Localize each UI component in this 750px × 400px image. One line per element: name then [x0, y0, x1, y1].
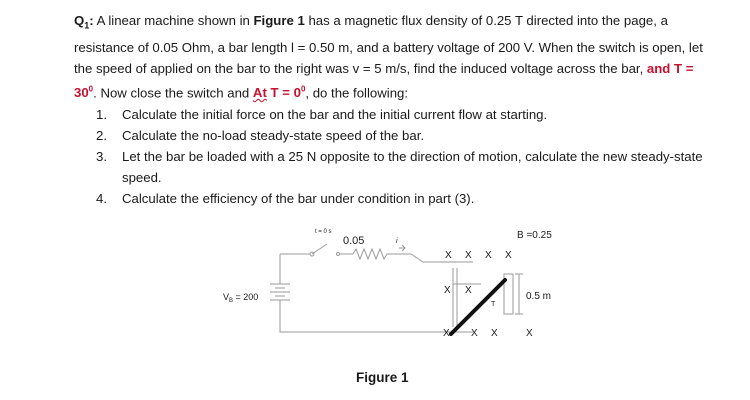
task-item: 2. Calculate the no-load steady-state speed of the bar.: [96, 128, 425, 143]
battery-voltage-label: $V_B = 200$: [223, 292, 259, 304]
field-x-mark: X: [444, 285, 451, 296]
flux-density-label: B =0.25: [517, 230, 552, 241]
field-x-mark: X: [465, 250, 472, 261]
length-dimension: [515, 274, 523, 314]
angle-condition-2: At $T = 0^0$: [252, 84, 306, 101]
resistance-label: 0.05: [343, 235, 365, 247]
field-x-mark: X: [465, 285, 472, 296]
switch-time-label: t = 0 s: [315, 229, 332, 235]
linear-machine-diagram: [215, 222, 585, 342]
question-text: $Q_1$: A linear machine shown in Figure 1 has a magnetic flux density of 0.25 T directed into the page, a resistance of 0.05 Ohm, a bar length l = 0.50 m, and a battery voltage of 200 V. When the switch is open, let the speed of applied on the bar to the right was v = 5 m/s, find the induced voltage across the bar, and $T = 30^0$. Now close the switch and At $T = 0^0$, do the following:: [74, 13, 703, 101]
resistor-symbol: [353, 249, 391, 259]
angle-condition-1: and $T = 30^0$: [74, 60, 694, 101]
bar-length-label: 0.5 m: [526, 291, 552, 302]
field-x-mark: X: [526, 328, 533, 339]
current-label: i: [396, 238, 398, 245]
switch-symbol: [310, 244, 340, 256]
task-item: 1. Calculate the initial force on the bar and the initial current flow at starting.: [96, 107, 548, 122]
field-x-mark: X: [443, 328, 450, 339]
field-x-mark: X: [491, 328, 498, 339]
task-list: [96, 104, 706, 209]
field-x-mark: X: [505, 250, 512, 261]
moving-bar: [451, 280, 505, 334]
task-item: 3. Let the bar be loaded with a 25 N opposite to the direction of motion, calculate the new steady-state speed.: [96, 149, 703, 185]
question-label: $Q_1$:: [74, 13, 94, 31]
field-x-mark: X: [471, 328, 478, 339]
tension-label: T: [491, 301, 496, 308]
field-x-mark: X: [445, 250, 452, 261]
battery-symbol: [270, 284, 290, 300]
field-x-mark: X: [485, 250, 492, 261]
figure-reference: Figure 1: [253, 13, 305, 28]
figure-caption: Figure 1: [356, 370, 409, 385]
task-item: 4. Calculate the efficiency of the bar under condition in part (3).: [96, 191, 475, 206]
current-arrow: [399, 245, 405, 251]
